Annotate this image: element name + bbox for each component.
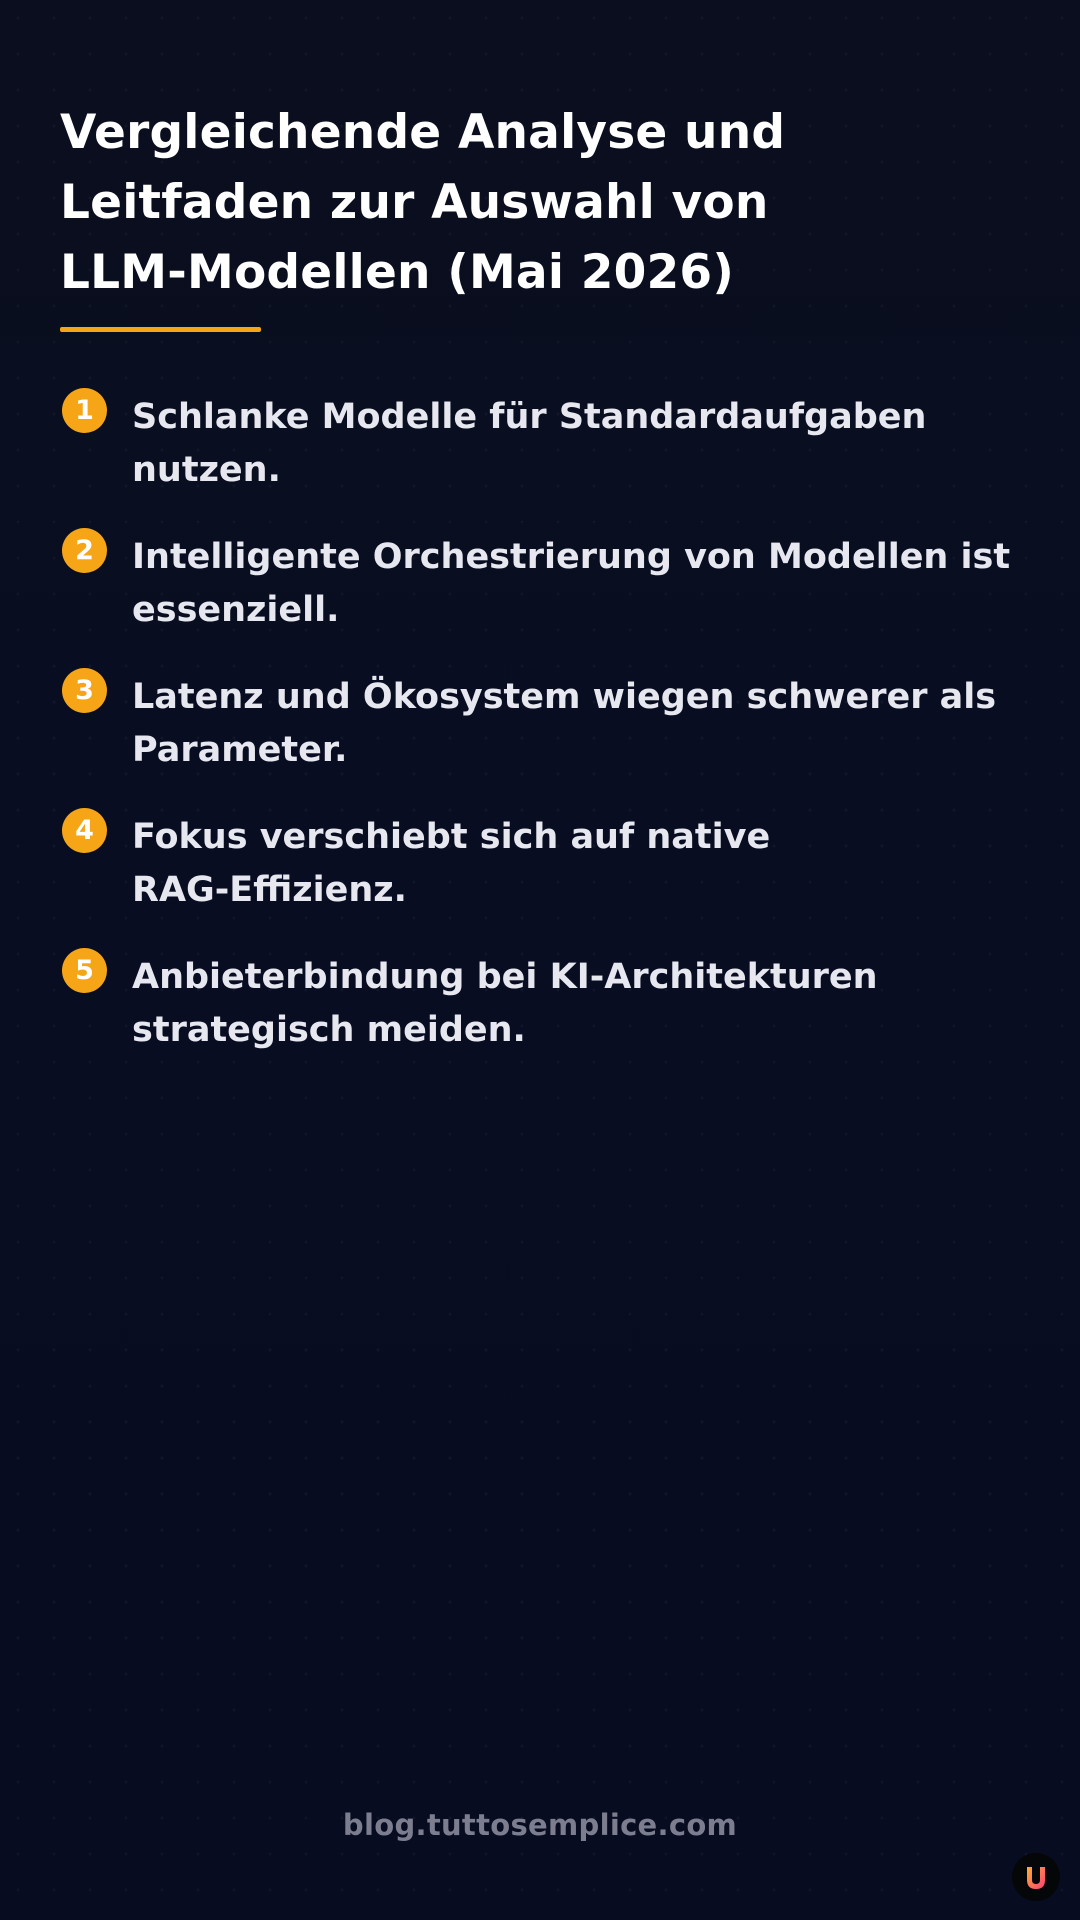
title-line: Leitfaden zur Auswahl von [60,175,769,230]
list-item-line: Intelligente Orchestrierung von Modellen ist [132,537,1011,577]
list-item-line: RAG-Effizienz. [132,870,407,910]
list-item-line: Anbieterbindung bei KI-Architekturen [132,957,878,997]
list-item-text [132,951,1022,1057]
list-item [60,668,1020,808]
key-points-list [60,388,1020,1088]
list-item-text [132,671,1022,777]
number-badge: 2 [62,528,107,573]
list-item-line: Latenz und Ökosystem wiegen schwerer als [132,677,997,717]
list-item [60,808,1020,948]
title-underline-divider [60,327,261,332]
list-item-line: Fokus verschiebt sich auf native [132,817,771,857]
title-line: Vergleichende Analyse und [60,105,786,160]
list-item-line: Schlanke Modelle für Standardaufgaben [132,397,927,437]
list-item-text [132,811,1022,917]
number-badge: 5 [62,948,107,993]
list-item-text [132,531,1022,637]
list-item-line: essenziell. [132,590,340,630]
list-item [60,948,1020,1088]
number-badge: 4 [62,808,107,853]
list-item-line: nutzen. [132,450,281,490]
footer-url[interactable]: blog.tuttosemplice.com [342,1808,738,1842]
list-item [60,528,1020,668]
number-badge: 1 [62,388,107,433]
brand-logo-icon [1012,1853,1060,1901]
number-badge: 3 [62,668,107,713]
list-item-line: strategisch meiden. [132,1010,526,1050]
page-title [60,98,1000,308]
list-item-text [132,391,1022,497]
list-item-line: Parameter. [132,730,348,770]
list-item [60,388,1020,528]
title-line: LLM-Modellen (Mai 2026) [60,245,735,300]
